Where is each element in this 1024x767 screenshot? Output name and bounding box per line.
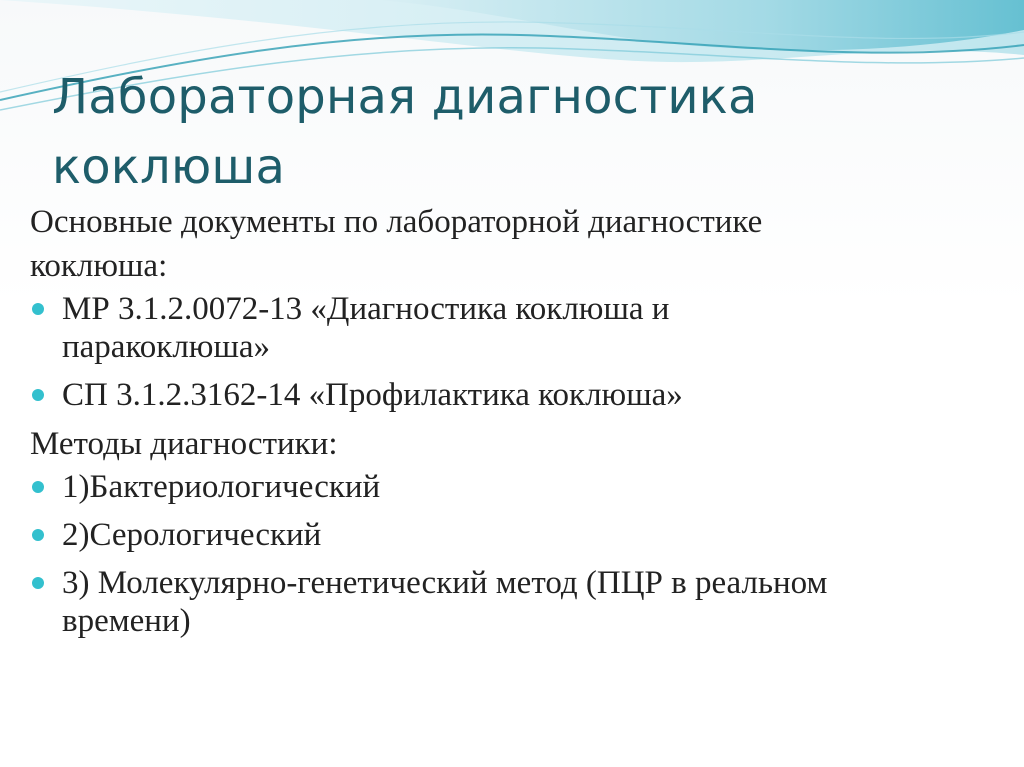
method-item-pcr [30,564,1000,640]
method-item-label: 2)Серологический [62,517,322,553]
document-item-sp [30,376,1000,414]
document-item-line-2: паракоклюша» [62,329,271,365]
intro-line-2: коклюша: [30,248,168,284]
method-item-bacteriological [30,468,1000,506]
slide-title [52,62,952,202]
intro-text [30,200,1000,288]
slide-title-line-2: коклюша [52,139,286,195]
bullet-dot-icon [32,577,44,589]
method-item-line-2: времени) [62,603,191,639]
method-item-line-1: 3) Молекулярно-генетический метод (ПЦР в реальном [62,565,828,601]
methods-heading: Методы диагностики: [30,426,338,462]
method-item-serological [30,516,1000,554]
bullet-dot-icon [32,303,44,315]
method-item-label: 1)Бактериологический [62,469,381,505]
slide-content [30,200,1000,640]
bullet-dot-icon [32,481,44,493]
document-item-line-1: МР 3.1.2.0072-13 «Диагностика коклюша и [62,291,670,327]
slide-title-line-1: Лабораторная диагностика [52,69,758,125]
bullet-dot-icon [32,529,44,541]
intro-line-1: Основные документы по лабораторной диагностике [30,204,763,240]
document-item-line-1: СП 3.1.2.3162-14 «Профилактика коклюша» [62,377,683,413]
document-item-mr [30,290,1000,366]
bullet-dot-icon [32,389,44,401]
